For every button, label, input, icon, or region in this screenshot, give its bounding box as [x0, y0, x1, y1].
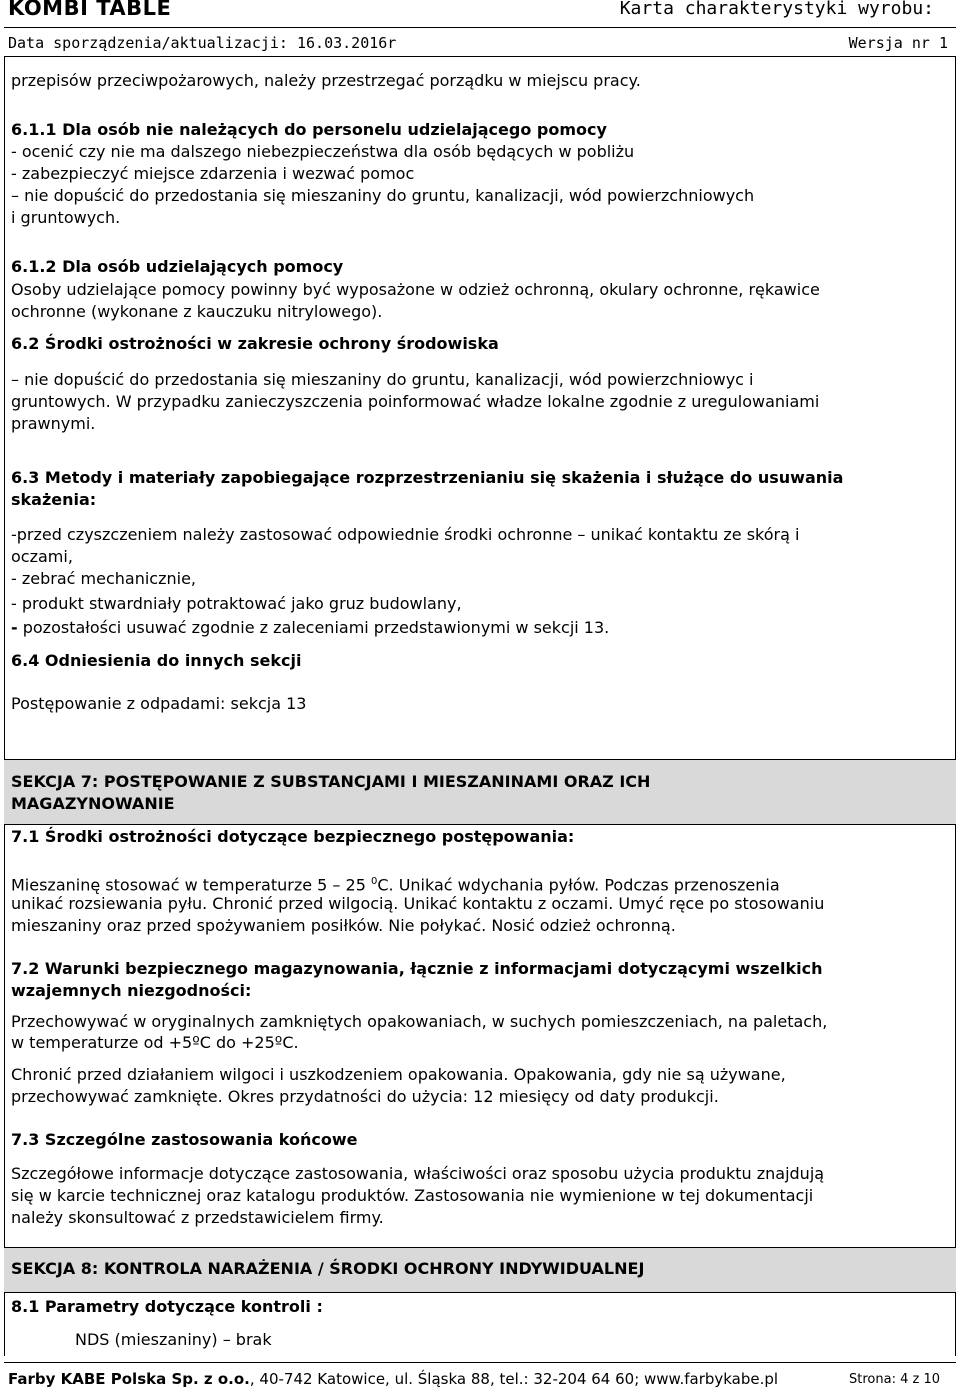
section-7-title: SEKCJA 7: POSTĘPOWANIE Z SUBSTANCJAMI I MIESZANINAMI ORAZ ICH — [11, 772, 651, 791]
paragraph-line: należy skonsultować z przedstawicielem firmy. — [11, 1208, 384, 1227]
document-type: Karta charakterystyki wyrobu: — [619, 0, 934, 19]
paragraph-line: gruntowych. W przypadku zanieczyszczenia poinformować władze lokalne zgodnie z uregulowaniami — [11, 392, 820, 411]
paragraph-line: w temperaturze od +5ºC do +25ºC. — [11, 1033, 299, 1052]
list-item: - zebrać mechanicznie, — [11, 569, 196, 588]
heading-7-1: 7.1 Środki ostrożności dotyczące bezpiecznego postępowania: — [11, 827, 575, 846]
heading-6-3: 6.3 Metody i materiały zapobiegające rozprzestrzenianiu się skażenia i służące do usuwania — [11, 468, 844, 487]
paragraph-line: się w karcie technicznej oraz katalogu produktów. Zastosowania nie wymienione w tej dokumentacji — [11, 1186, 814, 1205]
page-number: Strona: 4 z 10 — [849, 1372, 940, 1387]
paragraph-line: oczami, — [11, 547, 73, 566]
heading-6-1-1: 6.1.1 Dla osób nie należących do personelu udzielającego pomocy — [11, 120, 607, 139]
heading-7-3: 7.3 Szczególne zastosowania końcowe — [11, 1130, 358, 1149]
list-item: - produkt stwardniały potraktować jako gruz budowlany, — [11, 594, 462, 613]
list-item: – nie dopuścić do przedostania się mieszaniny do gruntu, kanalizacji, wód powierzchniowych — [11, 186, 755, 205]
paragraph-line: mieszaniny oraz przed spożywaniem posiłków. Nie połykać. Nosić odzież ochronną. — [11, 916, 676, 935]
heading-6-3-cont: skażenia: — [11, 490, 97, 509]
heading-7-2-cont: wzajemnych niezgodności: — [11, 981, 252, 1000]
text-run: Mieszaninę stosować w temperaturze 5 – 25 — [11, 875, 371, 895]
paragraph-line: Chronić przed działaniem wilgoci i uszkodzeniem opakowania. Opakowania, gdy nie są używane, — [11, 1065, 786, 1084]
company-name: Farby KABE Polska Sp. z o.o. — [8, 1370, 250, 1388]
version-number: Wersja nr 1 — [848, 34, 948, 52]
continuation-text: przepisów przeciwpożarowych, należy przestrzegać porządku w miejscu pracy. — [11, 71, 641, 90]
list-item: - zabezpieczyć miejsce zdarzenia i wezwać pomoc — [11, 164, 415, 183]
paragraph-line: – nie dopuścić do przedostania się mieszaniny do gruntu, kanalizacji, wód powierzchniowyc i — [11, 370, 754, 389]
paragraph-line: przechowywać zamknięte. Okres przydatności do użycia: 12 miesięcy od daty produkcji. — [11, 1087, 719, 1106]
company-address: , 40-742 Katowice, ul. Śląska 88, tel.: 32-204 64 60; www.farbykabe.pl — [249, 1370, 779, 1388]
section-8-title: SEKCJA 8: KONTROLA NARAŻENIA / ŚRODKI OCHRONY INDYWIDUALNEJ — [11, 1259, 645, 1278]
superscript: 0 — [370, 876, 378, 887]
header-divider — [4, 27, 956, 28]
heading-7-2: 7.2 Warunki bezpiecznego magazynowania, łącznie z informacjami dotyczącymi wszelkich — [11, 959, 823, 978]
paragraph-line: Przechowywać w oryginalnych zamkniętych opakowaniach, w suchych pomieszczeniach, na paletach, — [11, 1012, 828, 1031]
heading-6-4: 6.4 Odniesienia do innych sekcji — [11, 651, 302, 670]
paragraph-line: prawnymi. — [11, 414, 96, 433]
paragraph-line: NDS (mieszaniny) – brak — [75, 1330, 272, 1349]
paragraph-line: unikać rozsiewania pyłu. Chronić przed wilgocią. Unikać kontaktu z oczami. Umyć ręce po stosowaniu — [11, 894, 825, 913]
page-footer — [8, 1370, 778, 1388]
heading-8-1: 8.1 Parametry dotyczące kontroli : — [11, 1297, 323, 1316]
bold-dash: - — [11, 618, 18, 637]
paragraph-line: Postępowanie z odpadami: sekcja 13 — [11, 694, 307, 713]
paragraph-line: ochronne (wykonane z kauczuku nitrylowego). — [11, 302, 383, 321]
paragraph-line: -przed czyszczeniem należy zastosować odpowiednie środki ochronne – unikać kontaktu ze skórą i — [11, 525, 800, 544]
paragraph-line: Szczegółowe informacje dotyczące zastosowania, właściwości oraz sposobu użycia produktu znajdują — [11, 1164, 825, 1183]
footer-rule — [4, 1362, 956, 1363]
list-item: i gruntowych. — [11, 208, 121, 227]
text-run: C. Unikać wdychania pyłów. Podczas przenoszenia — [377, 875, 780, 895]
product-title: KOMBI TABLE — [8, 0, 172, 20]
list-item-text: pozostałości usuwać zgodnie z zaleceniami przedstawionymi w sekcji 13. — [17, 618, 610, 637]
heading-6-2: 6.2 Środki ostrożności w zakresie ochrony środowiska — [11, 334, 499, 353]
revision-date: Data sporządzenia/aktualizacji: 16.03.2016r — [8, 34, 397, 52]
section-7-title-cont: MAGAZYNOWANIE — [11, 794, 175, 813]
paragraph-line: Osoby udzielające pomocy powinny być wyposażone w odzież ochronną, okulary ochronne, rękawice — [11, 280, 820, 299]
list-item: - ocenić czy nie ma dalszego niebezpieczeństwa dla osób będących w pobliżu — [11, 142, 635, 161]
list-item — [11, 617, 609, 639]
heading-6-1-2: 6.1.2 Dla osób udzielających pomocy — [11, 257, 344, 276]
